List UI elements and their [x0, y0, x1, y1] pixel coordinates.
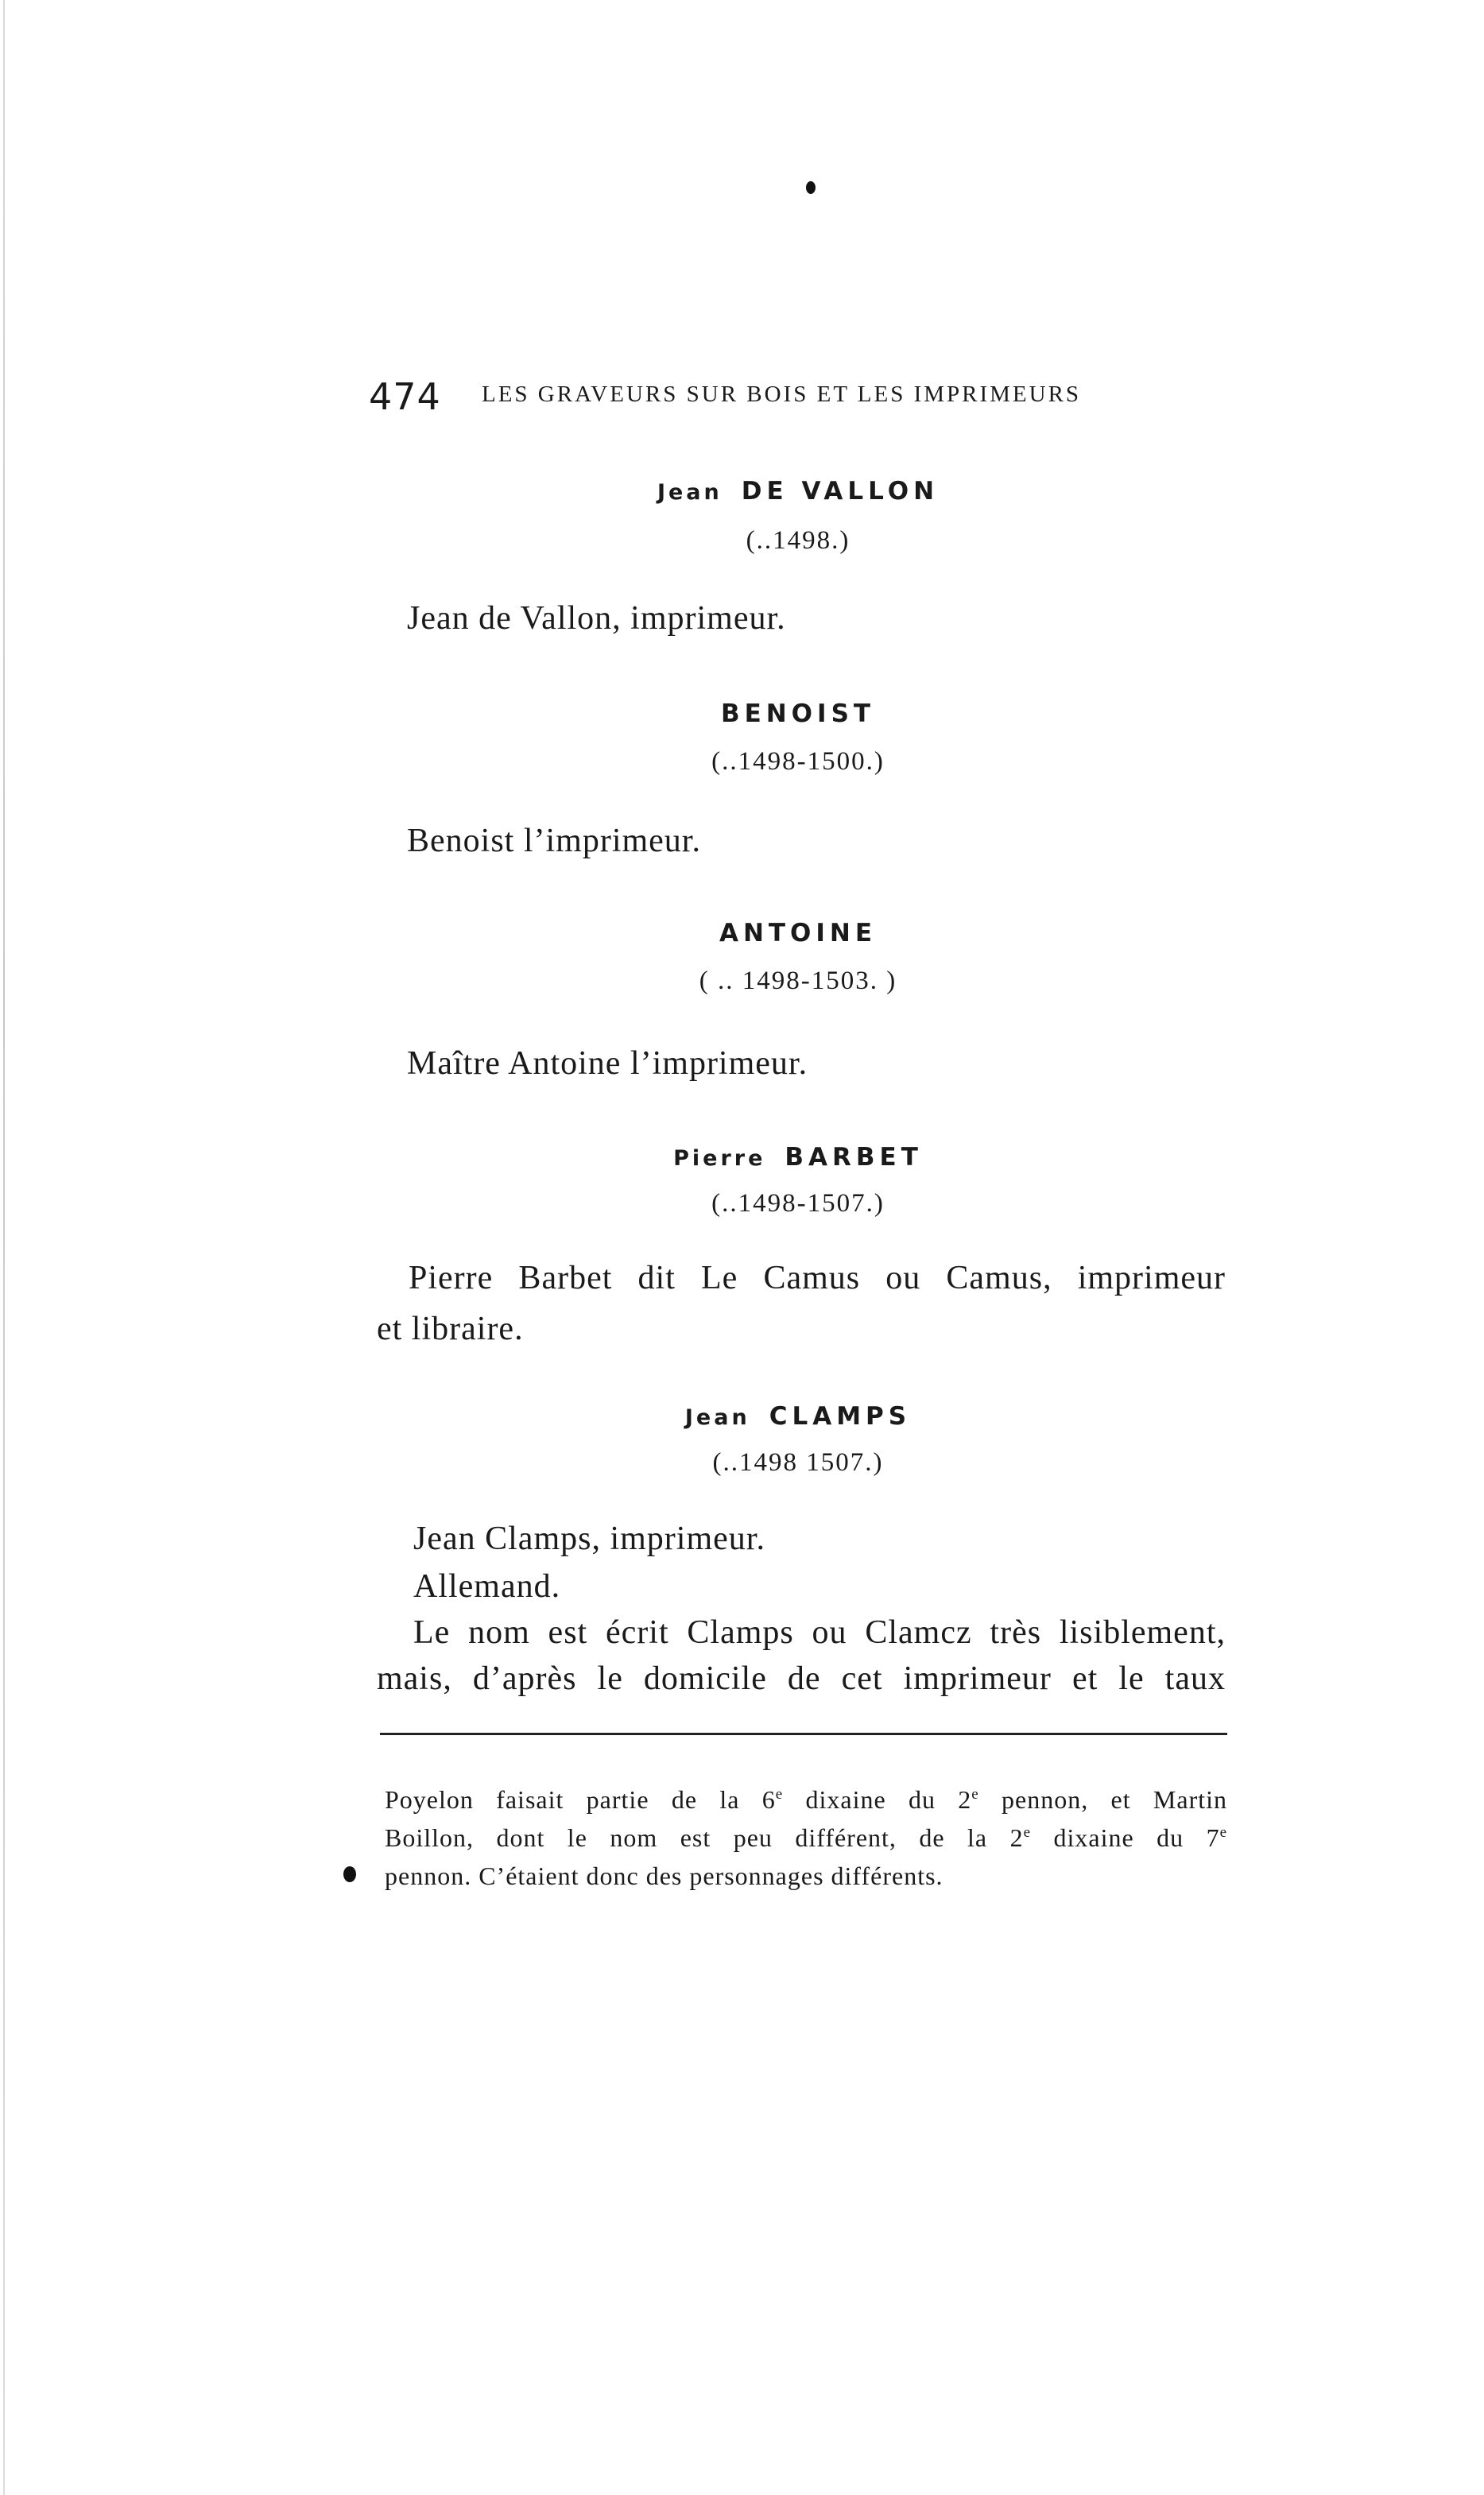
ink-speck	[806, 181, 816, 194]
entry-heading	[369, 699, 1227, 728]
entry-surname: DE VALLON	[741, 477, 940, 506]
footnote-text: pennon, et Martin	[978, 1785, 1228, 1814]
footnote-line: pennon. C’étaient donc des personnages différents.	[385, 1862, 943, 1890]
entry-text: et libraire.	[377, 1311, 524, 1347]
page-number: 474	[369, 375, 441, 418]
footnote-superscript: e	[1219, 1824, 1228, 1841]
entry-text: Jean de Vallon, imprimeur.	[407, 600, 786, 637]
entry-dates: ( .. 1498-1503. )	[699, 967, 897, 995]
entry-surname: ANTOINE	[719, 919, 878, 947]
footnote-superscript: e	[971, 1786, 979, 1803]
footnote-text: dixaine du 2	[783, 1785, 972, 1814]
entry-text: Le nom est écrit Clamps ou Clamcz très lisiblement,	[413, 1614, 1226, 1651]
entry-surname: BENOIST	[720, 699, 876, 728]
footnote-text: Poyelon faisait partie de la 6	[385, 1785, 776, 1814]
entry-text: Pierre Barbet dit Le Camus ou Camus, imprimeur	[409, 1260, 1226, 1296]
entry-given-name: Pierre	[673, 1146, 766, 1171]
footnote-line	[385, 1823, 1227, 1853]
entry-dates: (..1498-1500.)	[711, 747, 885, 776]
entry-heading	[369, 1402, 1227, 1431]
entry-given-name: Jean	[657, 480, 723, 505]
page-edge	[3, 0, 5, 2495]
entry-heading	[369, 919, 1227, 947]
entry-dates: (..1498-1507.)	[711, 1189, 885, 1218]
entry-dates: (..1498 1507.)	[712, 1448, 884, 1477]
footnote-text: Boillon, dont le nom est peu différent, de la 2	[385, 1823, 1024, 1852]
running-title: LES GRAVEURS SUR BOIS ET LES IMPRIMEURS	[482, 382, 1082, 407]
entry-text: Jean Clamps, imprimeur.	[413, 1521, 765, 1557]
entry-text: Benoist l’imprimeur.	[407, 823, 701, 859]
entry-surname: BARBET	[785, 1143, 923, 1172]
running-head	[369, 375, 1227, 423]
footnote-line	[385, 1785, 1227, 1815]
footnote-text: dixaine du 7	[1031, 1823, 1220, 1852]
entry-text: Maître Antoine l’imprimeur.	[407, 1045, 808, 1082]
footnote-rule	[380, 1733, 1227, 1735]
entry-dates: (..1498.)	[746, 526, 850, 555]
ink-speck	[343, 1866, 356, 1882]
entry-heading	[369, 477, 1227, 506]
entry-surname: CLAMPS	[769, 1402, 912, 1431]
entry-given-name: Jean	[684, 1405, 750, 1430]
entry-heading	[369, 1143, 1227, 1172]
entry-text: Allemand.	[413, 1568, 561, 1605]
footnote-superscript: e	[775, 1786, 784, 1803]
footnote-superscript: e	[1023, 1824, 1032, 1841]
entry-text: mais, d’après le domicile de cet imprimeur et le taux	[377, 1660, 1226, 1697]
